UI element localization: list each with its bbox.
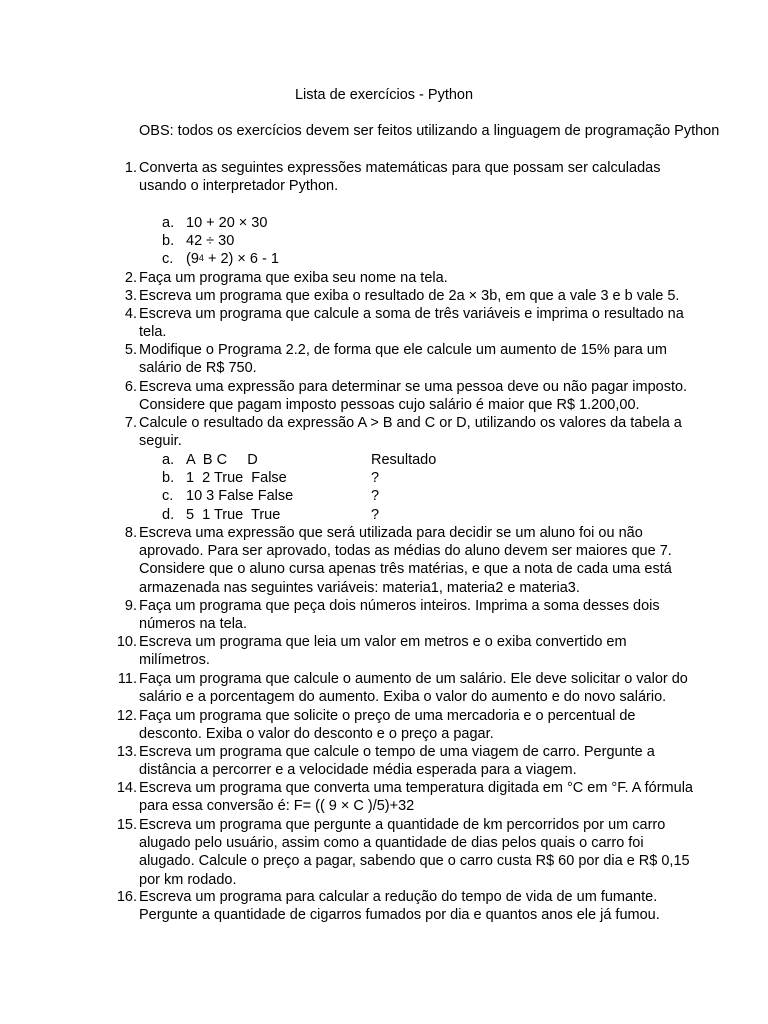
item-text — [139, 378, 694, 414]
item-text — [139, 816, 694, 889]
item-text — [139, 779, 694, 815]
obs-note: OBS: todos os exercícios devem ser feitos utilizando a linguagem de programação Python — [139, 123, 720, 139]
item-line: Considere que o aluno cursa apenas três matérias, e que a nota de cada uma está — [139, 561, 672, 578]
sub-item-text: 10 + 20 × 30 — [186, 215, 268, 231]
item-line: Escreva um programa que calcule o tempo de uma viagem de carro. Pergunte a — [139, 744, 655, 760]
table-values: 1 2 True False — [186, 470, 287, 486]
item-line: armazenada nas seguintes variáveis: materia1, materia2 e materia3. — [139, 579, 580, 596]
item-line: milímetros. — [139, 652, 210, 669]
item-number: 16. — [116, 889, 137, 905]
item-line: Considere que pagam imposto pessoas cujo salário é maior que R$ 1.200,00. — [139, 397, 640, 414]
item-number: 10. — [116, 634, 137, 650]
sub-item-letter: c. — [162, 251, 174, 267]
item-number: 1. — [124, 160, 137, 176]
table-result: Resultado — [371, 452, 437, 468]
item-text — [139, 287, 694, 305]
table-values: 10 3 False False — [186, 488, 294, 504]
item-text — [139, 305, 694, 341]
item-line: Escreva um programa que calcule a soma de três variáveis e imprima o resultado na — [139, 306, 684, 322]
item-line: Calcule o resultado da expressão A > B and C or D, utilizando os valores da tabela a — [139, 415, 682, 431]
item-number: 7. — [124, 415, 137, 431]
item-line: Escreva uma expressão que será utilizada para decidir se um aluno foi ou não — [139, 525, 643, 541]
item-line: Escreva uma expressão para determinar se uma pessoa deve ou não pagar imposto. — [139, 379, 688, 395]
sub-item-letter: b. — [162, 233, 175, 249]
item-number: 2. — [124, 270, 137, 286]
table-result: ? — [371, 488, 380, 504]
item-line: desconto. Exiba o valor do desconto e o preço a pagar. — [139, 726, 494, 743]
item-line: Faça um programa que peça dois números inteiros. Imprima a soma desses dois — [139, 598, 660, 614]
item-line: Escreva um programa que leia um valor em metros e o exiba convertido em — [139, 634, 627, 650]
item-line: Escreva um programa para calcular a redução do tempo de vida de um fumante. — [139, 889, 658, 905]
expr-exponent: 4 — [198, 253, 204, 263]
item-number: 3. — [124, 288, 137, 304]
item-line: tela. — [139, 324, 167, 341]
item-number: 6. — [124, 379, 137, 395]
item-number: 13. — [116, 744, 137, 760]
item-line: salário e a porcentagem do aumento. Exiba o valor do aumento e do novo salário. — [139, 689, 667, 706]
item-text — [139, 269, 694, 287]
item-number: 15. — [116, 817, 137, 833]
table-result: ? — [371, 507, 380, 523]
sub-item-text — [186, 250, 279, 268]
item-number: 12. — [116, 708, 137, 724]
item-line: Escreva um programa que pergunte a quantidade de km percorridos por um carro — [139, 817, 666, 833]
sub-item-letter: d. — [162, 507, 175, 523]
item-line: alugado pelo usuário, assim como a quantidade de dias pelos quais o carro foi — [139, 835, 644, 852]
document-title: Lista de exercícios - Python — [294, 87, 474, 103]
sub-item-letter: a. — [162, 452, 175, 468]
item-line: Escreva um programa que converta uma temperatura digitada em °C em °F. A fórmula — [139, 780, 693, 796]
item-line: aprovado. Para ser aprovado, todas as médias do aluno devem ser maiores que 7. — [139, 543, 672, 560]
item-line: Faça um programa que solicite o preço de uma mercadoria e o percentual de — [139, 708, 636, 724]
sub-item-letter: b. — [162, 470, 175, 486]
item-line: Faça um programa que exiba seu nome na tela. — [139, 270, 448, 286]
item-number: 4. — [124, 306, 137, 322]
item-text — [139, 670, 694, 706]
item-line: Faça um programa que calcule o aumento de um salário. Ele deve solicitar o valor do — [139, 671, 688, 687]
sub-item-text: 42 ÷ 30 — [186, 233, 235, 249]
table-values: A B C D — [186, 452, 258, 468]
item-line: Pergunte a quantidade de cigarros fumados por dia e quantos anos ele já fumou. — [139, 907, 660, 924]
item-line: Modifique o Programa 2.2, de forma que ele calcule um aumento de 15% para um — [139, 342, 667, 358]
item-line: alugado. Calcule o preço a pagar, sabendo que o carro custa R$ 60 por dia e R$ 0,15 — [139, 853, 690, 870]
item-line: por km rodado. — [139, 871, 237, 888]
item-number: 14. — [116, 780, 137, 796]
sub-item-letter: a. — [162, 215, 175, 231]
item-line: Converta as seguintes expressões matemáticas para que possam ser calculadas — [139, 160, 661, 176]
item-number: 9. — [124, 598, 137, 614]
item-number: 8. — [124, 525, 137, 541]
item-line: salário de R$ 750. — [139, 360, 257, 377]
item-text — [139, 743, 694, 779]
item-line: Escreva um programa que exiba o resultado de 2a × 3b, em que a vale 3 e b vale 5. — [139, 288, 680, 304]
table-result: ? — [371, 470, 380, 486]
item-text — [139, 341, 694, 377]
item-number: 5. — [124, 342, 137, 358]
item-line: seguir. — [139, 433, 182, 450]
item-text — [139, 597, 694, 633]
item-line: distância a percorrer e a velocidade média esperada para a viagem. — [139, 762, 577, 779]
item-line: números na tela. — [139, 616, 248, 633]
item-text — [139, 524, 694, 597]
item-text — [139, 707, 694, 743]
item-line: usando o interpretador Python. — [139, 178, 339, 195]
item-text — [139, 633, 694, 669]
table-values: 5 1 True True — [186, 507, 281, 523]
expr-base: (9 — [186, 251, 199, 267]
item-text — [139, 888, 694, 924]
item-text — [139, 159, 694, 195]
item-line: para essa conversão é: F= (( 9 × C )/5)+32 — [139, 798, 415, 815]
expr-rest: + 2) × 6 - 1 — [203, 251, 279, 267]
item-text — [139, 414, 694, 450]
sub-item-letter: c. — [162, 488, 174, 504]
item-number: 11. — [117, 671, 137, 687]
